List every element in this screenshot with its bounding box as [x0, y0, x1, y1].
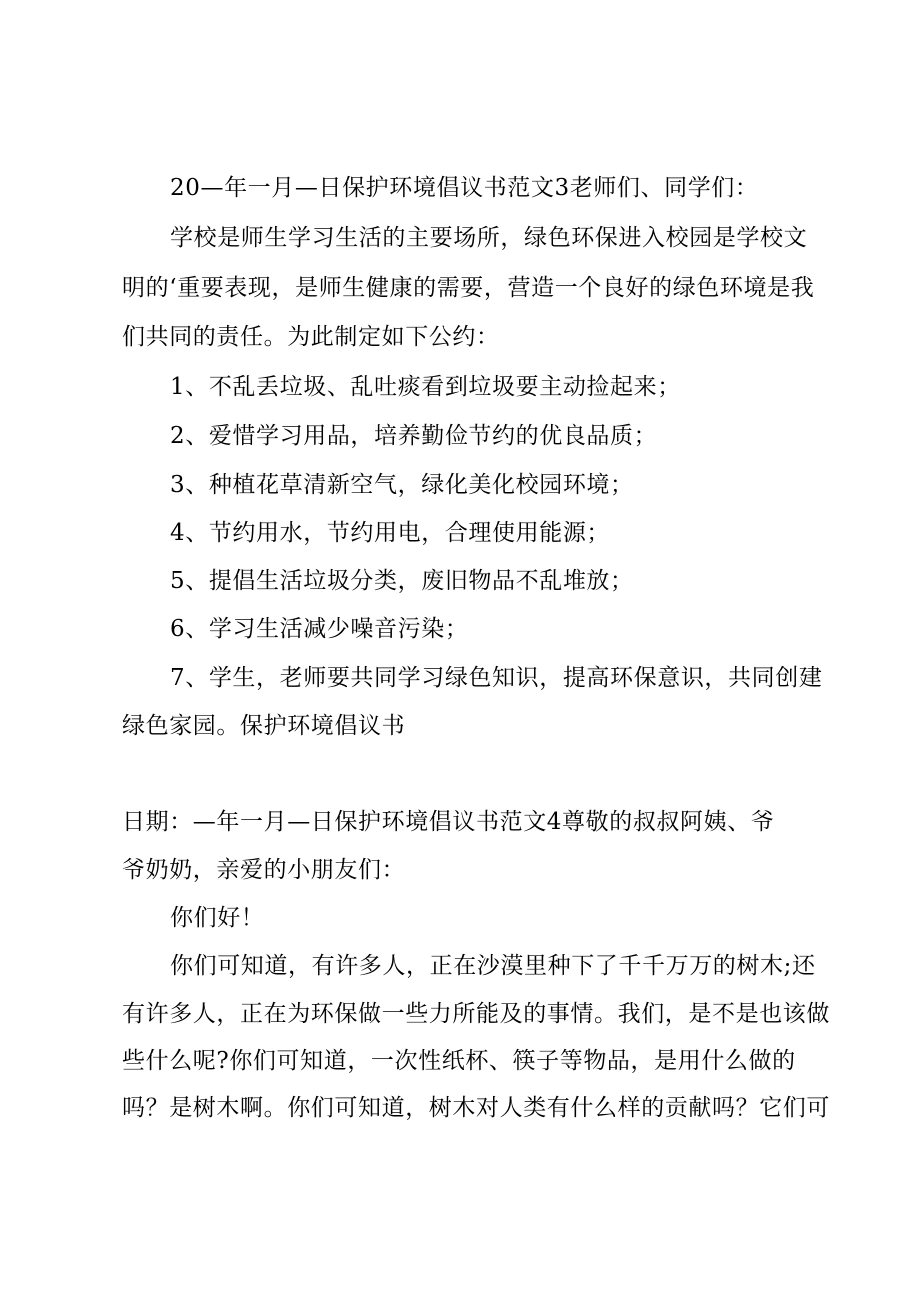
section4-heading-line-1: 日期：—年一月—日保护环境倡议书范文4尊敬的叔叔阿姨、爷 — [122, 809, 775, 835]
section4-body-line-1: 你们可知道，有许多人，正在沙漠里种下了千千万万的树木;还 — [170, 953, 816, 979]
rule-item-5: 5、提倡生活垃圾分类，废旧物品不乱堆放； — [170, 568, 634, 594]
section4-greeting: 你们好！ — [170, 905, 265, 931]
rule-item-7: 7、学生，老师要共同学习绿色知识，提高环保意识，共同创建 — [170, 665, 823, 691]
section4-body-line-2: 有许多人，正在为环保做一些力所能及的事情。我们，是不是也该做 — [122, 1001, 830, 1027]
rule-item-4: 4、节约用水，节约用电，合理使用能源； — [170, 520, 611, 546]
section4-body-line-4: 吗？是树木啊。你们可知道，树木对人类有什么样的贡献吗？它们可 — [122, 1095, 830, 1121]
section3-intro-line-1: 学校是师生学习生活的主要场所，绿色环保进入校园是学校文 — [170, 225, 808, 251]
rule-item-1: 1、不乱丢垃圾、乱吐痰看到垃圾要主动捡起来； — [170, 374, 681, 400]
section4-body-line-3: 些什么呢?你们可知道，一次性纸杯、筷子等物品，是用什么做的 — [122, 1048, 796, 1074]
rule-item-2: 2、爱惜学习用品，培养勤俭节约的优良品质； — [170, 423, 658, 449]
section3-heading: 20—年一月—日保护环境倡议书范文3老师们、同学们： — [170, 175, 759, 201]
rule-item-6: 6、学习生活减少噪音污染； — [170, 616, 469, 642]
section3-intro-line-2: 明的‘重要表现，是师生健康的需要，营造一个良好的绿色环境是我 — [122, 275, 815, 301]
section4-heading-line-2: 爷奶奶，亲爱的小朋友们： — [122, 857, 406, 883]
section3-intro-line-3: 们共同的责任。为此制定如下公约： — [122, 324, 500, 350]
rule-item-3: 3、种植花草清新空气，绿化美化校园环境； — [170, 472, 634, 498]
section3-closing: 绿色家园。保护环境倡议书 — [122, 713, 406, 739]
